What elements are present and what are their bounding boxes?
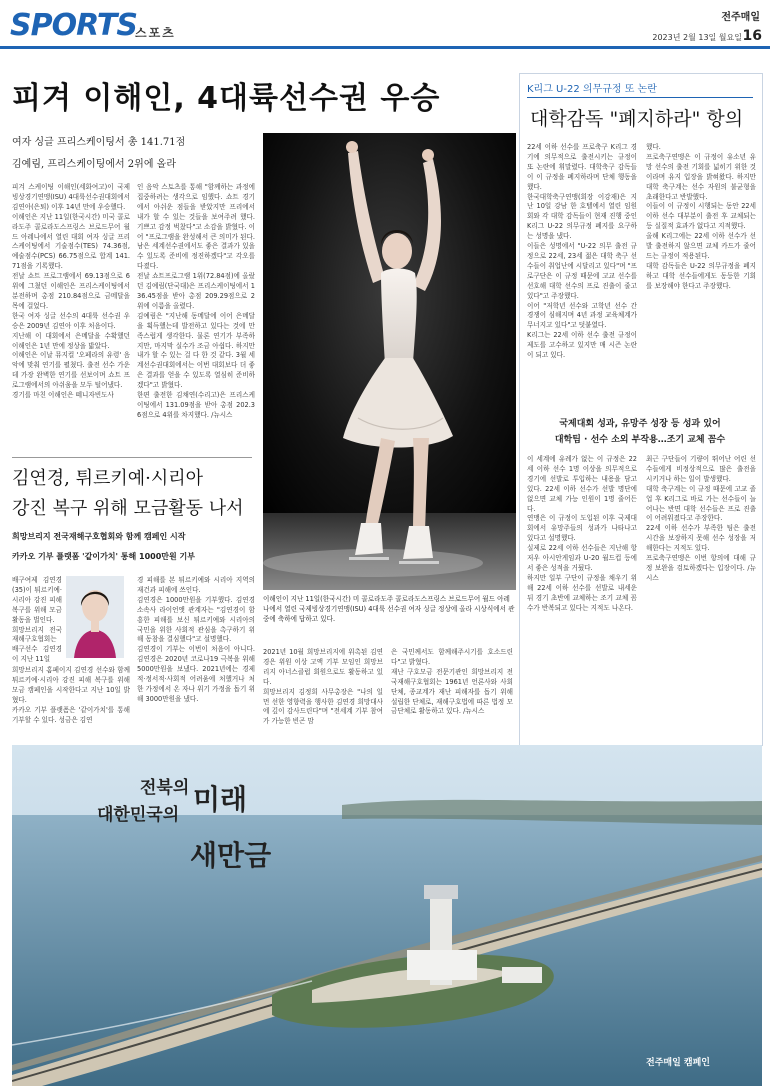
paper-name: 전주매일	[721, 12, 760, 23]
sidebar-body-column-2: 했다. 프로축구연맹은 이 규정이 유소년 유망 선수의 출전 기회를 넓히기 위한 것이라며 유지 입장을 밝혀왔다. 하지만 대학 축구계는 선수 자원의 불균형을 초래한다고 반발했다. 이들이 이 규정이 시행되는 동안 22세 이하 선수 대부분이 출전 후 교체되는 등 실질적 효과가 없다고 지적했다. 올해 K리그에는 22세 이하 선수가 선발 출전하지 않으면 교체 카드가 줄어드는 규정이 적용된다. 대학 감독들은 U-22 의무규정을 폐지하고 대학 선수들에게도 동등한 기회를 보장해야 한다고 주장했다.	[646, 143, 756, 290]
second-body-column-2: 경 피해를 본 튀르키예와 시리아 지역의 재건과 피해에 쓰인다. 김연경은 1000만원을 기부했다. 김연경 소속사 라이언앳 관계자는 "김연경이 함흥한 피해를 보신 튀르키예와 시리아의 국민을 위한 사회적 관심을 촉구하기 위해 동참을 결심했다"고 설명했다. 김연경이 기부는 이번이 처음이 아니다. 김연경은 2020년 코로나19 극복을 위해 5000만원을 보냈다. 2021년에는 경제적·정서적·사회적 어려움에 처했거나 처한 가정에서 온 자나 위기 가정을 돕기 위해 3000만원을 냈다.	[137, 576, 255, 703]
ad-text-headline-2: 새만금	[190, 839, 272, 872]
header-rule	[0, 46, 770, 49]
second-subheadline: 희망브리지 전국재해구호협회와 함께 캠페인 시작	[12, 532, 186, 541]
second-subheadline-2: 카카오 기부 플랫폼 '같이가치' 통해 1000만원 기부	[12, 552, 195, 561]
photo-caption: 이해인이 지난 11일(한국시간) 미 콜로라도주 콜로라도스프링스 브로드무어 월드 아레나에서 열린 국제빙상경기연맹(ISU) 4대륙 선수권 여자 싱글 정상에 올라 시상식에서 관중에 축하에 답하고 있다.	[263, 595, 515, 623]
ad-credit: 전주매일 캠페인	[646, 1058, 710, 1068]
ad-text-line: 전북의	[140, 778, 190, 798]
article-divider	[12, 457, 252, 458]
sidebar-headline: 대학감독 "폐지하라" 항의	[530, 108, 744, 130]
saemangeum-ad	[12, 745, 762, 1086]
main-headline: 피겨 이해인, 4대륙선수권 우승	[12, 81, 441, 116]
issue-date: 2023년 2월 13일 월요일	[652, 33, 742, 42]
sidebar-body-column-4: 최근 구단들이 기량이 뛰어난 어린 선수들에게 비정상적으로 많은 출전을 시키거나 하는 일이 발생했다. 대학 축구계는 이 규정 때문에 고교 졸업 후 K리그로 바로 가는 선수들이 늘어나는 반면 대학 선수들은 프로 진출이 어려워졌다고 주장한다. 22세 이하 선수가 부족한 팀은 출전 시간을 보장하지 못해 선수 성장을 저해한다는 지적도 있다. 프로축구연맹은 이번 항의에 대해 규정 보완을 검토하겠다는 입장이다. /뉴시스	[646, 455, 756, 582]
sidebar-body-column: 22세 이하 선수를 프로축구 K리그 경기에 의무적으로 출전시키는 규정이 또 논란에 휘말렸다. 대학축구 감독들이 이 규정을 폐지하라며 단체 행동을 했다. 한국대학축구연맹(회장 이강재)은 지난 10일 강남 한 호텔에서 열린 임원회와 각 대학 감독들이 현재 진행 중인 K리그 U-22 의무규정 폐지를 요구하는 성명을 냈다. 이들은 성명에서 "U-22 의무 출전 규정으로 22세, 23세 젊은 대학 축구 선수들이 취업난에 시달리고 있다"며 "프로구단은 이 규정 때문에 고교 선수를 선호해 대학 선수의 프로 진출이 줄고 있다"고 주장했다. 이어 "저학년 선수와 고학년 선수 간 경쟁이 심해지며 4년 과정 교육체계가 무너지고 있다"고 덧붙였다. K리그는 22세 이하 선수 출전 규정이 제도를 고수하고 있지만 매 시즌 논란이 되고 있다.	[527, 143, 637, 360]
second-headline: 김연경, 튀르키예·시리아	[12, 468, 204, 489]
article-body-column: 피겨 스케이팅 이해인(세화여고)이 국제빙상경기연맹(ISU) 4대륙선수권대회에서 김연아(은퇴) 이후 14년 만에 우승했다. 이해인은 지난 11일(한국시간) 미국 콜로라도주 콜로라도스프링스 브로드무어 월드 아레나에서 열린 대회 여자 싱글 프리스케이팅에서 기술점수(TES) 74.36점, 예술점수(PCS) 66.75점으로 합계 141.71점을 기록했다. 전날 쇼트 프로그램에서 69.13점으로 6위에 그쳤던 이해인은 프리스케이팅에서 분전하며 총점 210.84점으로 금메달을 목에 걸었다. 한국 여자 싱글 선수의 4대륙 선수권 우승은 2009년 김연아 이후 처음이다. 지난해 이 대회에서 은메달을 수확했던 이해인은 1년 만에 정상을 밟았다. 이해인은 이날 뮤지컬 '오페라의 유령' 음악에 맞춰 연기를 펼쳤다. 출전 선수 가운데 가장 완벽한 연기를 선보이며 쇼트 프로그램에서의 아쉬움을 모두 털어냈다. 경기를 마친 이해인은 떼니자빈도사	[12, 183, 130, 400]
skater-photo	[263, 133, 516, 590]
main-subheadline-2: 김예림, 프리스케이팅에서 2위에 올라	[12, 159, 176, 170]
second-body-column-3: 2021년 10월 희망브리지에 위촉된 김연경은 위원 이상 고액 기부 모임인 희망브리지 아너스클럽 회원으로도 활동하고 있다. 희망브리지 김정희 사무총장은 "나의 일 먼 선한 영향력을 행사한 김연경 희망대사에 깊이 감사드린다"며 "전세계 기부 참여가 가능한 빈곤 맘	[263, 648, 383, 726]
second-headline-2: 강진 복구 위해 모금활동 나서	[12, 498, 244, 519]
article-kicker: K리그 U-22 의무규정 또 논란	[527, 84, 657, 95]
main-subheadline: 여자 싱글 프리스케이팅서 총 141.71점	[12, 137, 186, 148]
article-body-column-2: 인 음악 스토츠를 통해 "함께하는 과정에 집중하려는 생각으로 임했다. 쇼트 경기에서 아쉬운 점들을 받았지만 프리에서 내가 할 수 있는 것들을 보여주려 했다. 기쁘고 감정 벅찼다"고 소감을 밝혔다. 이어 "프로그램을 완성해서 큰 의미가 된다. 남은 세계선수권에서도 좋은 결과가 있을 수 있도록 준비에 정진하겠다"고 각오를 다졌다. 전날 쇼트프로그램 1위(72.84점)에 올랐던 김예림(단국대)은 프리스케이팅에서 136.45점을 받아 총점 209.29점으로 2위에 이름을 올렸다. 김예림은 "지난해 동메달에 이어 은메달을 획득했는데 발전하고 있다는 것에 만족스럽게 생각한다. 물론 연기가 부족하지만, 마지막 실수가 조금 아쉽다. 하지만 내가 할 수 있는 걸 다 한 것 같다. 3월 세계선수권대회에서는 이번 대회보다 더 좋은 결과를 얻을 수 있도록 열심히 준비하겠다"고 밝혔다. 한편 출전한 김채연(수리고)은 프리스케이팅에서 131.09점을 받아 총점 202.36점으로 4위를 차지했다. /뉴시스	[137, 183, 255, 419]
section-title: SPORTS	[10, 8, 137, 43]
second-body-column: 희망브리지 홈페이지 김연경 선수와 함께 튀르키예·시리아 강진 피해 복구를 위해 모금 캠페인을 시작한다고 지난 10일 밝혔다. 카카오 기부 플랫폼은 '같이가치'를 통해 기부할 수 있다. 성금은 김연	[12, 666, 130, 724]
page-number: 16	[742, 28, 762, 44]
portrait-illustration	[66, 576, 124, 658]
portrait-photo	[66, 576, 124, 658]
sidebar-subheadline-2: 대학팀 · 선수 소외 부작용…조기 교체 꼼수	[554, 435, 726, 445]
ad-text-headline: 미래	[193, 783, 248, 816]
section-subtitle: 스포츠	[135, 26, 176, 40]
sidebar-subheadline: 국제대회 성과, 유망주 성장 등 성과 있어	[559, 419, 721, 429]
kicker-rule	[527, 97, 753, 98]
seawall-aerial-illustration	[12, 745, 762, 1086]
ad-text-line-2: 대한민국의	[97, 805, 180, 825]
skater-illustration	[263, 133, 516, 590]
second-body-column-4: 은 국민께서도 함께해주시기를 호소드린다"고 밝혔다. 재난 구호모금 전문기관인 희망브리지 전국재해구호협회는 1961년 언론사와 사회단체, 종교계가 재난 피해자를 돕기 위해 설립한 단체로, 재해구호법에 따른 법정 모금단체로 활동하고 있다. /뉴시스	[391, 648, 513, 716]
second-body-lead: 배구여제 김연경(35)이 튀르키예·시리아 강진 피해 복구를 위해 모금 활동을 벌인다. 희망브리지 전국재해구호협회는 배구선수 김연경이 지난 11일	[12, 576, 62, 664]
sidebar-body-column-3: 이 세계에 유례가 없는 이 규정은 22세 이하 선수 1명 이상을 의무적으로 경기에 선발로 투입하는 내용을 담고 있다. 22세 이하 선수가 선발 명단에 없으면 교체 가능 인원이 1명 줄어든다. 연맹은 이 규정이 도입된 이후 국제대회에서 유망주들의 성과가 나타나고 있다고 설명했다. 실제로 22세 이하 선수들은 지난해 항저우 아시안게임과 U-20 월드컵 등에서 좋은 성적을 거뒀다. 하지만 일부 구단이 규정을 채우기 위해 22세 이하 선수를 선발로 내세운 뒤 경기 초반에 교체하는 조기 교체 꼼수가 반복되고 있다는 지적도 나온다.	[527, 455, 637, 612]
